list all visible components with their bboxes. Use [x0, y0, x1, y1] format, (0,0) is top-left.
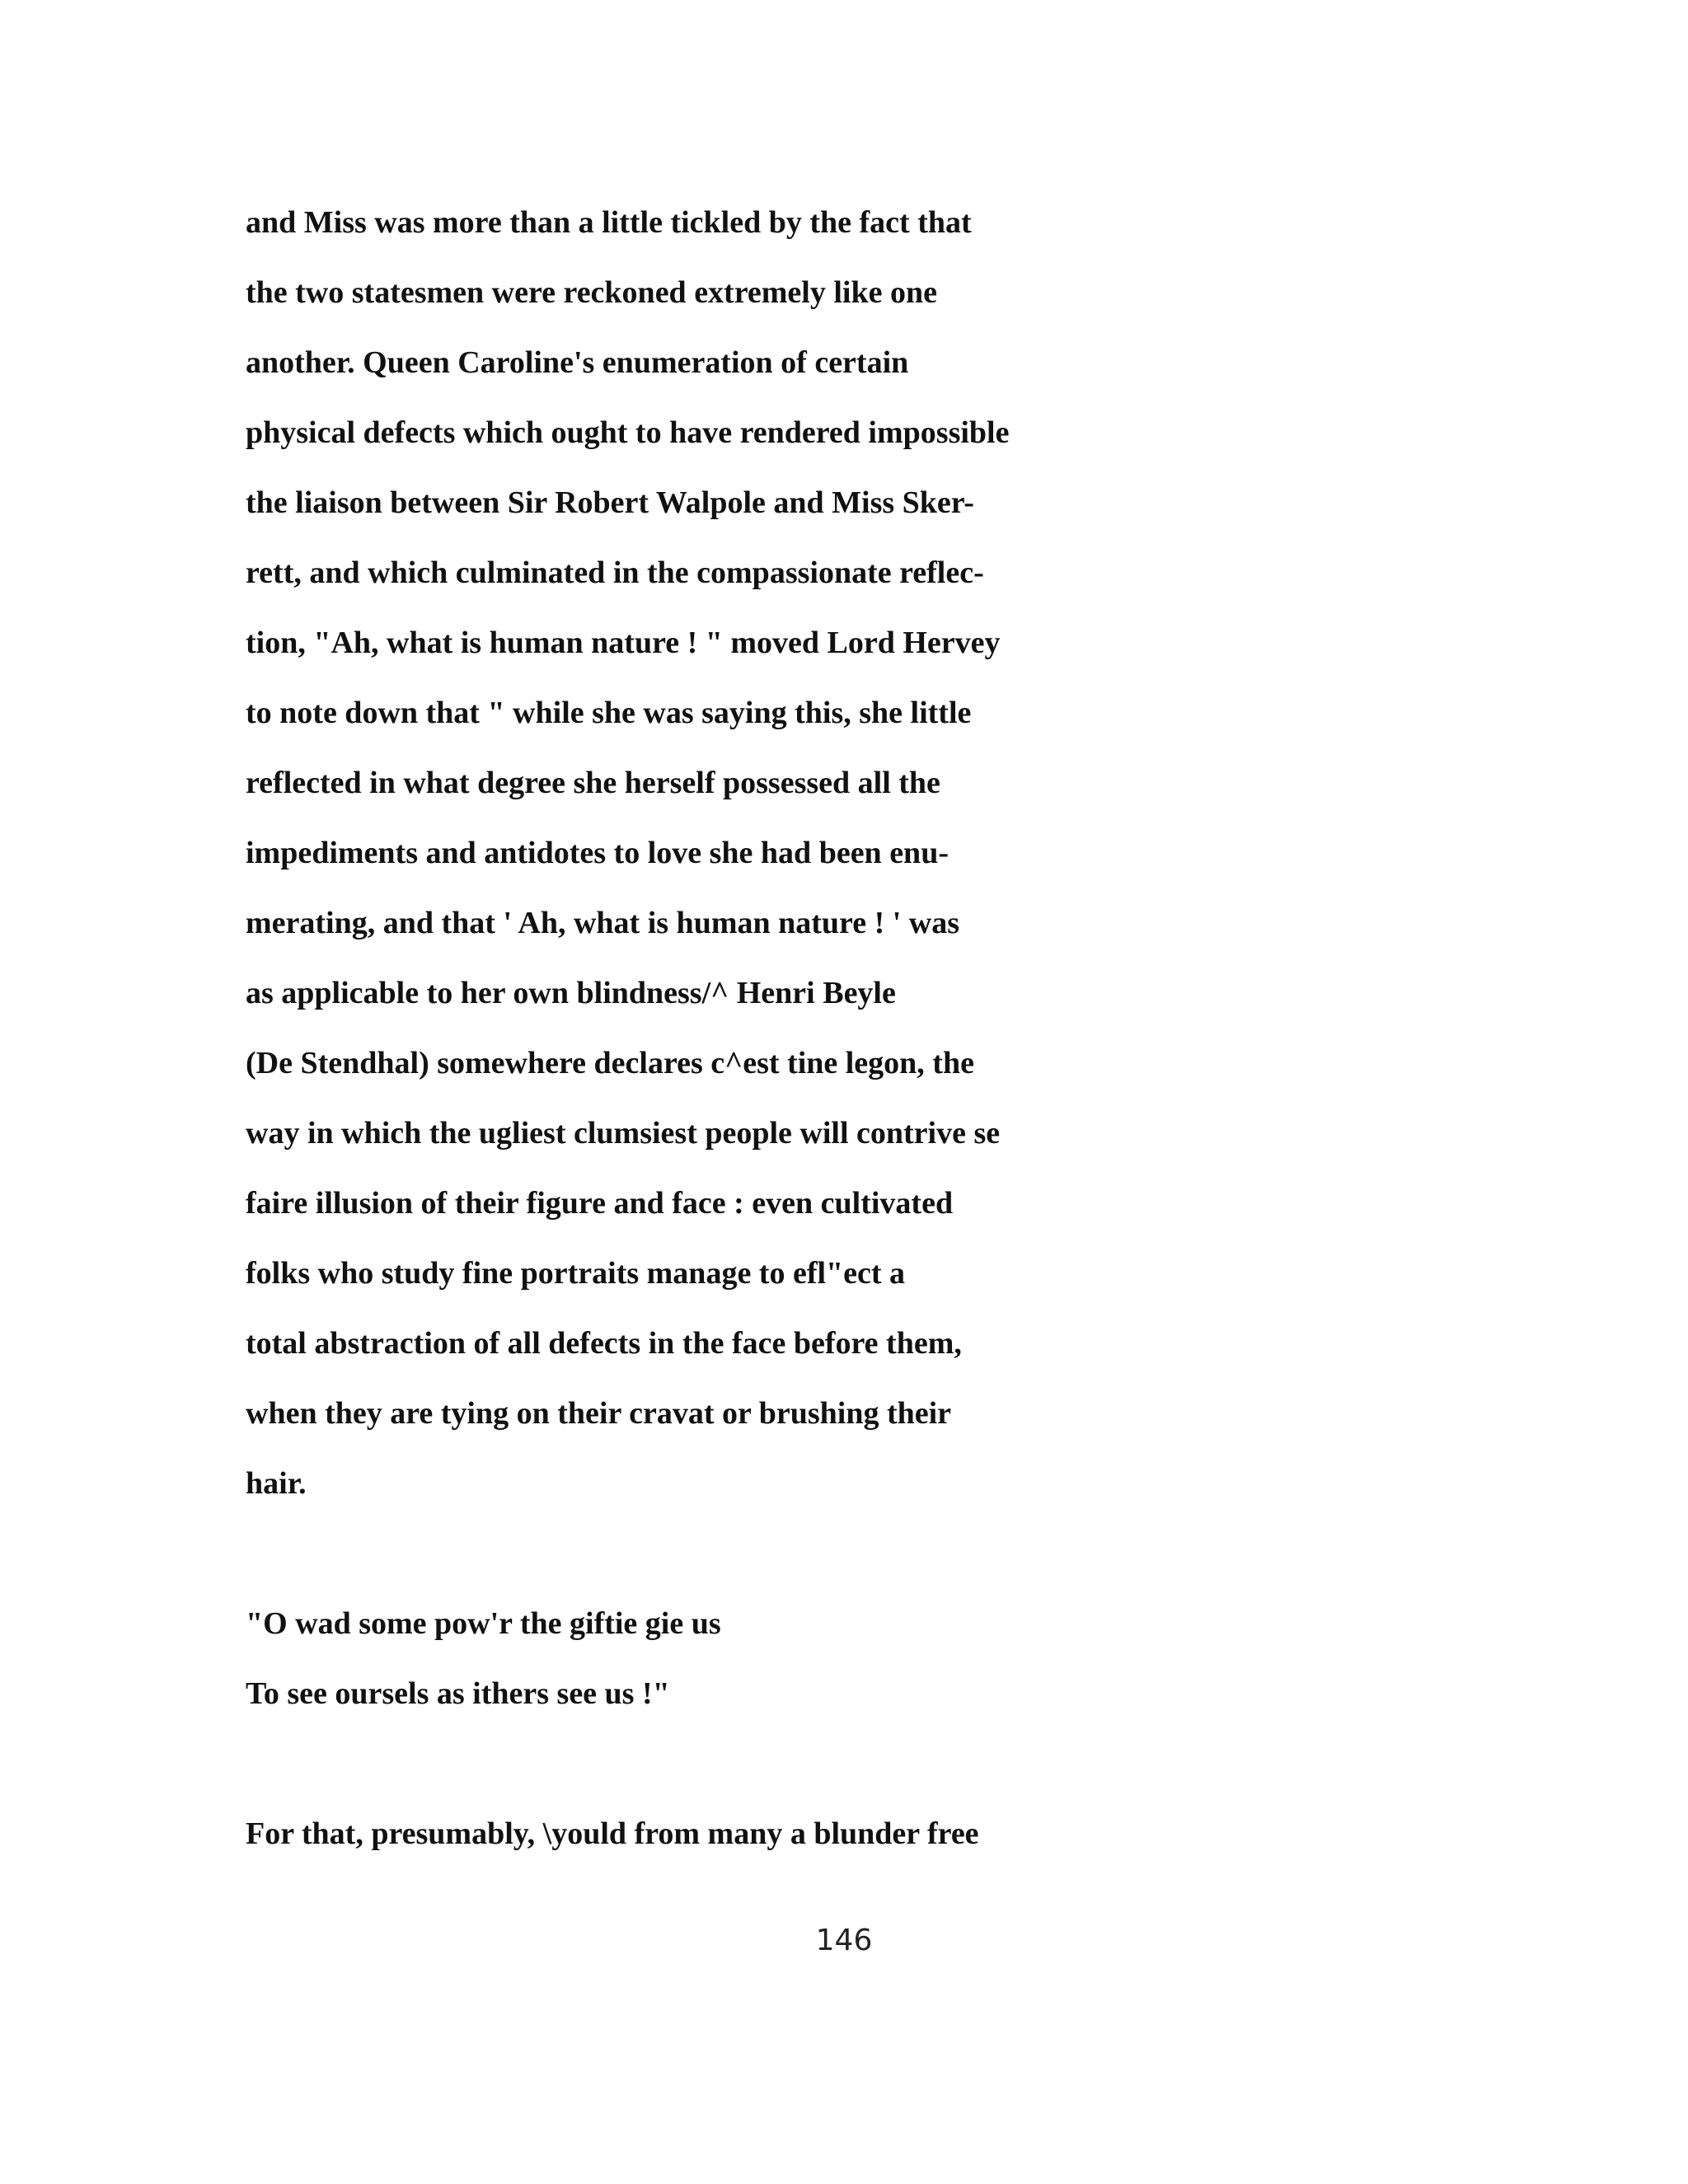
verse-quote — [246, 1589, 1482, 1729]
text-line: For that, presumably, \yould from many a blunder free — [246, 1816, 979, 1851]
text-line: and Miss was more than a little tickled by the fact that — [246, 205, 972, 240]
text-line: folks who study fine portraits manage to efl"ect a — [246, 1256, 906, 1291]
paragraph-gap — [246, 1519, 1482, 1589]
text-line: merating, and that ' Ah, what is human nature ! ' was — [246, 906, 960, 940]
paragraph-gap — [246, 1729, 1482, 1799]
text-line: hair. — [246, 1466, 307, 1501]
text-line: rett, and which culminated in the compassionate reflec- — [246, 555, 984, 590]
paragraph-2 — [246, 1799, 1482, 1869]
text-line: impediments and antidotes to love she had been enu- — [246, 836, 949, 870]
text-line: physical defects which ought to have rendered impossible — [246, 415, 1010, 450]
text-line: (De Stendhal) somewhere declares c^est tine legon, the — [246, 1046, 974, 1080]
quote-line: "O wad some pow'r the giftie gie us — [246, 1606, 721, 1641]
text-line: another. Queen Caroline's enumeration of certain — [246, 345, 909, 380]
quote-line: To see oursels as ithers see us !" — [246, 1676, 670, 1711]
page-number: 146 — [815, 1924, 873, 1957]
text-line: total abstraction of all defects in the face before them, — [246, 1326, 962, 1361]
text-line: when they are tying on their cravat or brushing their — [246, 1396, 952, 1431]
text-line: reflected in what degree she herself possessed all the — [246, 766, 940, 800]
text-line: way in which the ugliest clumsiest people will contrive se — [246, 1116, 1001, 1151]
paragraph-1 — [246, 188, 1482, 1519]
body-text — [246, 188, 1482, 1869]
text-line: the two statesmen were reckoned extremely like one — [246, 275, 937, 310]
text-line: the liaison between Sir Robert Walpole and Miss Sker- — [246, 485, 974, 520]
text-line: faire illusion of their figure and face : even cultivated — [246, 1186, 954, 1221]
text-line: tion, "Ah, what is human nature ! " moved Lord Hervey — [246, 626, 1001, 660]
text-line: as applicable to her own blindness/^ Henri Beyle — [246, 976, 896, 1010]
text-line: to note down that " while she was saying this, she little — [246, 696, 972, 730]
